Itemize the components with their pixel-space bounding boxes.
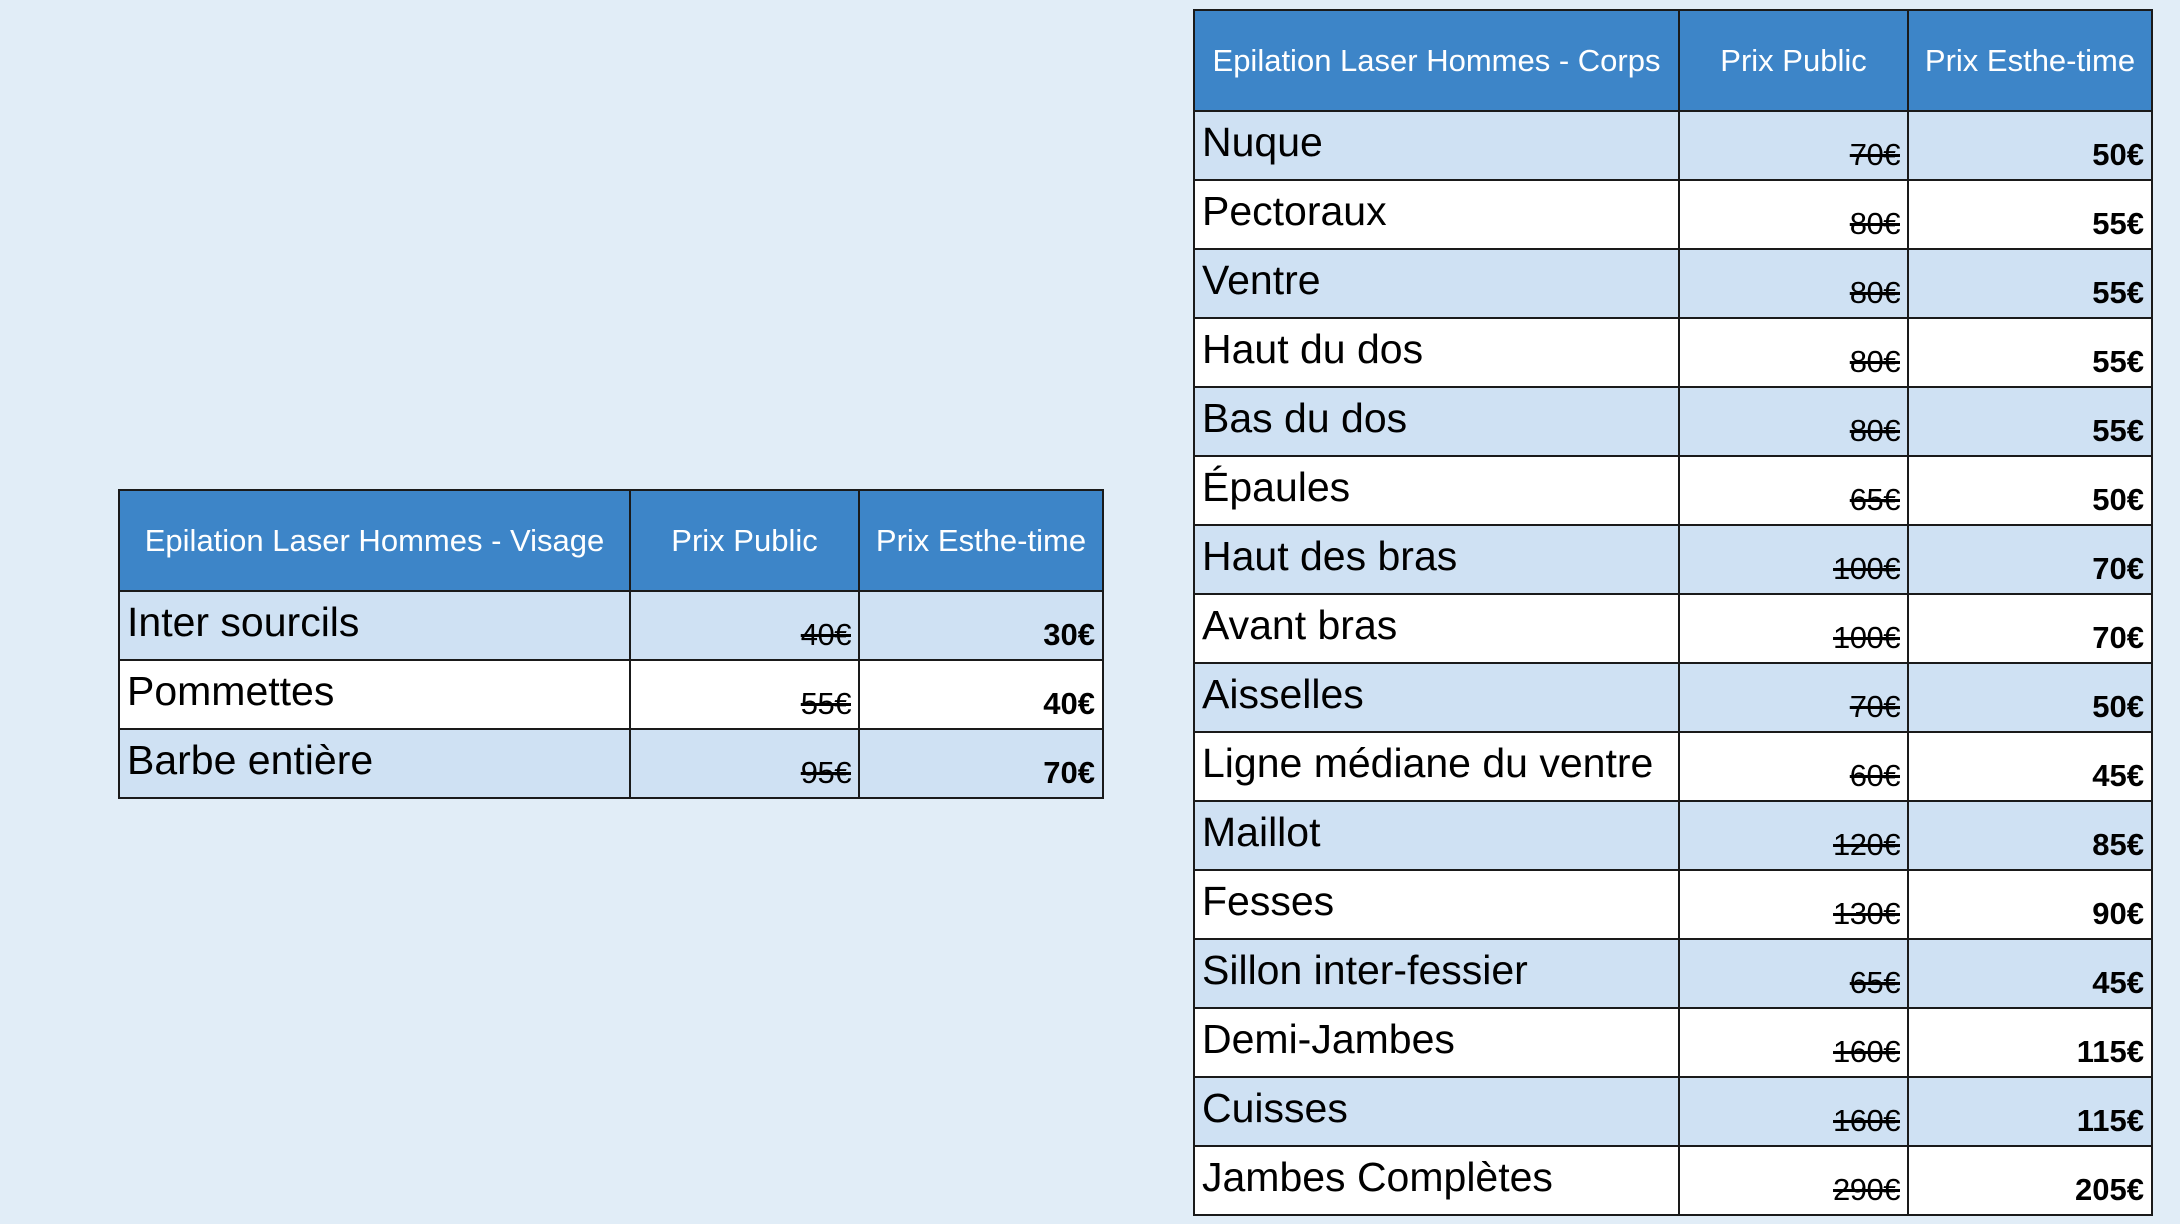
table-body <box>1194 111 2152 1215</box>
table-row <box>1194 318 2152 387</box>
public-price-cell <box>1679 1077 1908 1146</box>
zone-label: Demi-Jambes <box>1194 1008 1679 1077</box>
zone-label: Cuisses <box>1194 1077 1679 1146</box>
zone-label: Barbe entière <box>119 729 630 798</box>
public-price: 290€ <box>1833 1172 1900 1207</box>
esthe-price: 55€ <box>1908 318 2152 387</box>
zone-label: Avant bras <box>1194 594 1679 663</box>
public-price-cell <box>1679 111 1908 180</box>
esthe-price: 70€ <box>1908 594 2152 663</box>
zone-label: Pectoraux <box>1194 180 1679 249</box>
public-price-cell <box>1679 801 1908 870</box>
public-price: 65€ <box>1849 482 1900 517</box>
zone-label: Ligne médiane du ventre <box>1194 732 1679 801</box>
public-price-cell <box>1679 594 1908 663</box>
public-price: 95€ <box>800 755 851 790</box>
table-body <box>119 591 1103 798</box>
public-price: 70€ <box>1849 689 1900 724</box>
esthe-price: 50€ <box>1908 111 2152 180</box>
table-row <box>1194 594 2152 663</box>
esthe-price: 50€ <box>1908 456 2152 525</box>
esthe-price: 85€ <box>1908 801 2152 870</box>
table-row <box>1194 1146 2152 1215</box>
zone-label: Inter sourcils <box>119 591 630 660</box>
table-row <box>1194 387 2152 456</box>
esthe-price: 70€ <box>1908 525 2152 594</box>
table-row <box>1194 1077 2152 1146</box>
corps-price-table <box>1193 9 2153 1216</box>
zone-label: Pommettes <box>119 660 630 729</box>
public-price-cell <box>1679 387 1908 456</box>
table-row <box>119 660 1103 729</box>
esthe-price: 115€ <box>1908 1077 2152 1146</box>
header-public-price: Prix Public <box>1679 10 1908 111</box>
table-row <box>1194 456 2152 525</box>
table-row <box>1194 870 2152 939</box>
public-price-cell <box>630 729 859 798</box>
public-price: 60€ <box>1849 758 1900 793</box>
public-price: 40€ <box>800 617 851 652</box>
esthe-price: 115€ <box>1908 1008 2152 1077</box>
public-price-cell <box>1679 318 1908 387</box>
public-price-cell <box>1679 180 1908 249</box>
public-price-cell <box>1679 249 1908 318</box>
zone-label: Haut du dos <box>1194 318 1679 387</box>
public-price: 100€ <box>1833 620 1900 655</box>
zone-label: Sillon inter-fessier <box>1194 939 1679 1008</box>
table-row <box>1194 249 2152 318</box>
public-price-cell <box>1679 456 1908 525</box>
table-row <box>1194 732 2152 801</box>
visage-price-table <box>118 489 1104 799</box>
public-price-cell <box>1679 525 1908 594</box>
public-price-cell <box>1679 732 1908 801</box>
table-row <box>1194 111 2152 180</box>
zone-label: Épaules <box>1194 456 1679 525</box>
esthe-price: 55€ <box>1908 249 2152 318</box>
header-category: Epilation Laser Hommes - Visage <box>119 490 630 591</box>
header-esthe-price: Prix Esthe-time <box>859 490 1103 591</box>
public-price-cell <box>1679 1146 1908 1215</box>
zone-label: Aisselles <box>1194 663 1679 732</box>
zone-label: Haut des bras <box>1194 525 1679 594</box>
public-price: 80€ <box>1849 206 1900 241</box>
public-price: 120€ <box>1833 827 1900 862</box>
esthe-price: 45€ <box>1908 939 2152 1008</box>
esthe-price: 50€ <box>1908 663 2152 732</box>
public-price: 70€ <box>1849 137 1900 172</box>
zone-label: Jambes Complètes <box>1194 1146 1679 1215</box>
public-price-cell <box>1679 939 1908 1008</box>
public-price: 160€ <box>1833 1034 1900 1069</box>
esthe-price: 90€ <box>1908 870 2152 939</box>
public-price-cell <box>630 591 859 660</box>
esthe-price: 70€ <box>859 729 1103 798</box>
table-row <box>1194 663 2152 732</box>
zone-label: Ventre <box>1194 249 1679 318</box>
public-price-cell <box>1679 663 1908 732</box>
table-row <box>1194 525 2152 594</box>
esthe-price: 45€ <box>1908 732 2152 801</box>
header-category: Epilation Laser Hommes - Corps <box>1194 10 1679 111</box>
public-price: 65€ <box>1849 965 1900 1000</box>
zone-label: Fesses <box>1194 870 1679 939</box>
public-price: 80€ <box>1849 344 1900 379</box>
public-price: 100€ <box>1833 551 1900 586</box>
zone-label: Nuque <box>1194 111 1679 180</box>
public-price-cell <box>630 660 859 729</box>
public-price-cell <box>1679 870 1908 939</box>
public-price: 80€ <box>1849 275 1900 310</box>
table-row <box>119 591 1103 660</box>
esthe-price: 40€ <box>859 660 1103 729</box>
esthe-price: 55€ <box>1908 387 2152 456</box>
zone-label: Bas du dos <box>1194 387 1679 456</box>
table-row <box>1194 801 2152 870</box>
public-price: 160€ <box>1833 1103 1900 1138</box>
table-row <box>1194 1008 2152 1077</box>
public-price-cell <box>1679 1008 1908 1077</box>
table-row <box>1194 180 2152 249</box>
esthe-price: 205€ <box>1908 1146 2152 1215</box>
zone-label: Maillot <box>1194 801 1679 870</box>
esthe-price: 55€ <box>1908 180 2152 249</box>
esthe-price: 30€ <box>859 591 1103 660</box>
public-price: 130€ <box>1833 896 1900 931</box>
table-header-row <box>1194 10 2152 111</box>
public-price: 55€ <box>800 686 851 721</box>
public-price: 80€ <box>1849 413 1900 448</box>
table-row <box>119 729 1103 798</box>
header-esthe-price: Prix Esthe-time <box>1908 10 2152 111</box>
header-public-price: Prix Public <box>630 490 859 591</box>
table-header-row <box>119 490 1103 591</box>
table-row <box>1194 939 2152 1008</box>
